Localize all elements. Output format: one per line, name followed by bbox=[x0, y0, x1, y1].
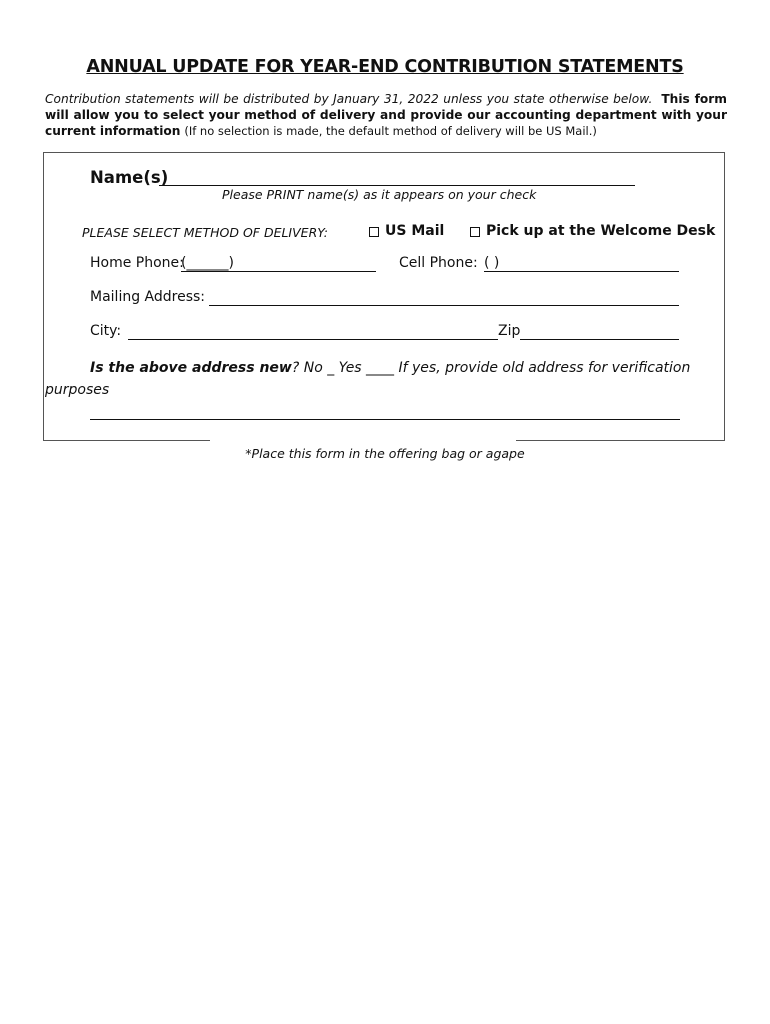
option-us-mail[interactable] bbox=[369, 223, 444, 239]
old-address-input-line[interactable] bbox=[90, 419, 680, 420]
zip-label: Zip bbox=[498, 323, 521, 339]
name-input-line[interactable] bbox=[159, 185, 635, 186]
home-phone-label: Home Phone: bbox=[90, 255, 184, 271]
intro-paragraph bbox=[45, 91, 727, 139]
intro-bold-text: This form will allow you to select your method of delivery and provide our accounting department with your current information bbox=[45, 92, 727, 138]
home-phone-area-code: (______) bbox=[181, 255, 234, 271]
page-title: ANNUAL UPDATE FOR YEAR-END CONTRIBUTION STATEMENTS bbox=[86, 57, 684, 77]
name-print-note: Please PRINT name(s) as it appears on your check bbox=[222, 187, 537, 202]
cell-phone-input-line[interactable] bbox=[484, 271, 679, 272]
delivery-method-label: PLEASE SELECT METHOD OF DELIVERY: bbox=[82, 225, 329, 240]
mailing-address-label: Mailing Address: bbox=[90, 289, 206, 305]
us-mail-checkbox[interactable] bbox=[369, 227, 379, 237]
home-phone-input-line[interactable] bbox=[181, 271, 376, 272]
intro-italic-text: Contribution statements will be distributed by January 31, 2022 unless you state otherwise below. bbox=[45, 92, 653, 106]
pickup-checkbox[interactable] bbox=[470, 227, 480, 237]
address-new-question-rest: ? No _ Yes ____ If yes, provide old address for verification bbox=[291, 360, 691, 376]
address-new-question-continued: purposes bbox=[45, 382, 110, 398]
us-mail-label: US Mail bbox=[385, 223, 445, 239]
address-new-question bbox=[90, 360, 690, 376]
option-pickup[interactable] bbox=[470, 223, 715, 239]
pickup-label: Pick up at the Welcome Desk bbox=[486, 223, 716, 239]
cell-phone-area-code: ( ) bbox=[484, 255, 500, 271]
border-gap bbox=[210, 440, 516, 443]
cell-phone-label: Cell Phone: bbox=[399, 255, 478, 271]
city-label: City: bbox=[90, 323, 122, 339]
mailing-address-input-line[interactable] bbox=[209, 305, 679, 306]
name-label: Name(s) bbox=[90, 168, 169, 187]
city-input-line[interactable] bbox=[128, 339, 498, 340]
footer-note: *Place this form in the offering bag or agape bbox=[245, 446, 525, 461]
update-form bbox=[43, 152, 725, 441]
address-new-question-bold: Is the above address new bbox=[90, 360, 292, 376]
intro-default-note: (If no selection is made, the default method of delivery will be US Mail.) bbox=[184, 124, 597, 138]
zip-input-line[interactable] bbox=[520, 339, 679, 340]
